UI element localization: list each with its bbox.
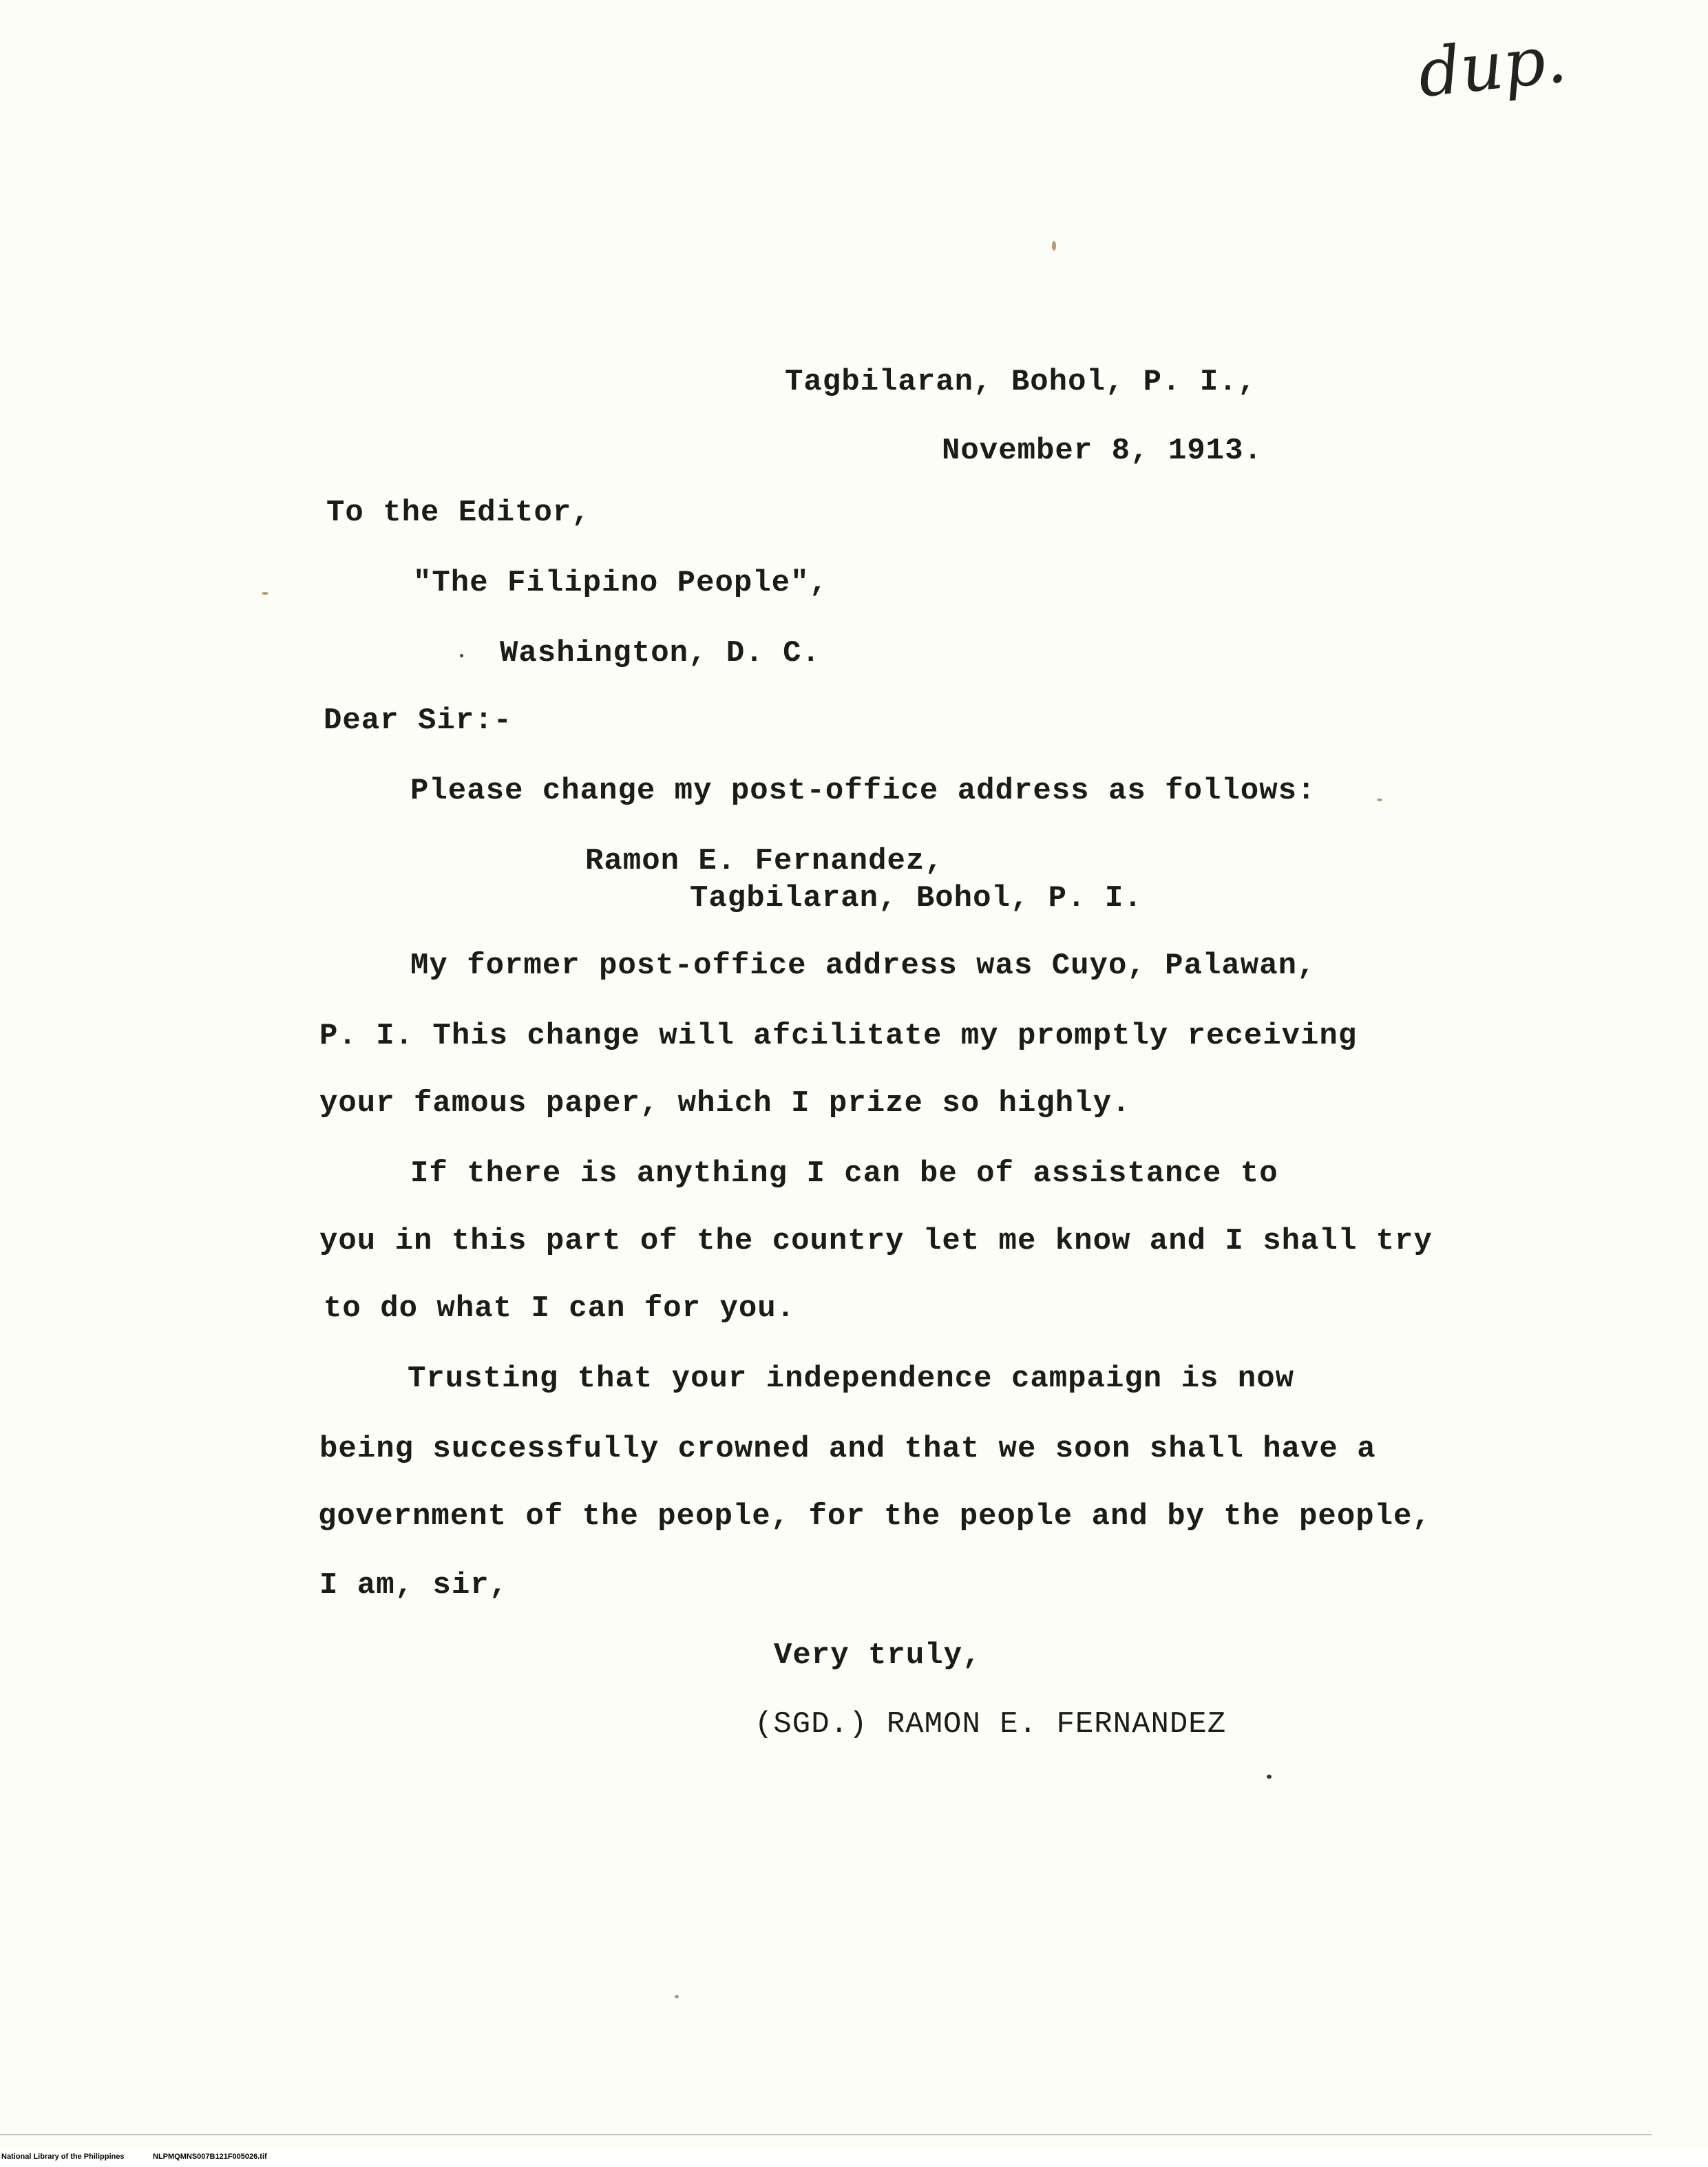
body-paragraph-2-line-1: My former post-office address was Cuyo, Palawan, bbox=[410, 949, 1316, 983]
paper-speck bbox=[262, 592, 268, 595]
footer-institution: National Library of the Philippines bbox=[1, 2153, 125, 2161]
footer-file-id: NLPMQMNS007B121F005026.tif bbox=[153, 2153, 267, 2161]
paper-speck bbox=[1377, 799, 1382, 801]
paper-speck bbox=[460, 654, 463, 657]
addressee-line-2: "The Filipino People", bbox=[413, 566, 828, 600]
new-address-place: Tagbilaran, Bohol, P. I. bbox=[690, 881, 1143, 916]
addressee-line-1: To the Editor, bbox=[326, 496, 591, 530]
new-address-name: Ramon E. Fernandez, bbox=[585, 844, 944, 878]
body-paragraph-2-line-3: your famous paper, which I prize so highly. bbox=[319, 1086, 1131, 1121]
body-paragraph-1: Please change my post-office address as follows: bbox=[410, 774, 1316, 808]
signature: (SGD.) RAMON E. FERNANDEZ bbox=[755, 1707, 1227, 1742]
footer-rule bbox=[0, 2134, 1652, 2135]
body-paragraph-3-line-3: to do what I can for you. bbox=[324, 1291, 796, 1326]
body-paragraph-4-line-3: government of the people, for the people and by the people, bbox=[318, 1499, 1431, 1534]
handwritten-note: dup. bbox=[1414, 20, 1570, 112]
heading-place: Tagbilaran, Bohol, P. I., bbox=[785, 365, 1257, 399]
paper-speck bbox=[1267, 1775, 1272, 1779]
addressee-line-3: Washington, D. C. bbox=[500, 636, 821, 670]
heading-date: November 8, 1913. bbox=[942, 434, 1263, 468]
salutation: Dear Sir:- bbox=[324, 704, 513, 738]
body-paragraph-2-line-2: P. I. This change will afcilitate my promptly receiving bbox=[319, 1019, 1358, 1053]
body-paragraph-4-line-4: I am, sir, bbox=[319, 1568, 509, 1603]
body-paragraph-3-line-1: If there is anything I can be of assistance to bbox=[410, 1156, 1278, 1191]
body-paragraph-4-line-1: Trusting that your independence campaign is now bbox=[408, 1362, 1295, 1396]
body-paragraph-3-line-2: you in this part of the country let me know and I shall try bbox=[319, 1224, 1433, 1258]
paper-speck bbox=[675, 1995, 679, 1998]
closing: Very truly, bbox=[774, 1638, 982, 1673]
paper-speck bbox=[1052, 241, 1056, 251]
body-paragraph-4-line-2: being successfully crowned and that we soon shall have a bbox=[319, 1432, 1376, 1466]
